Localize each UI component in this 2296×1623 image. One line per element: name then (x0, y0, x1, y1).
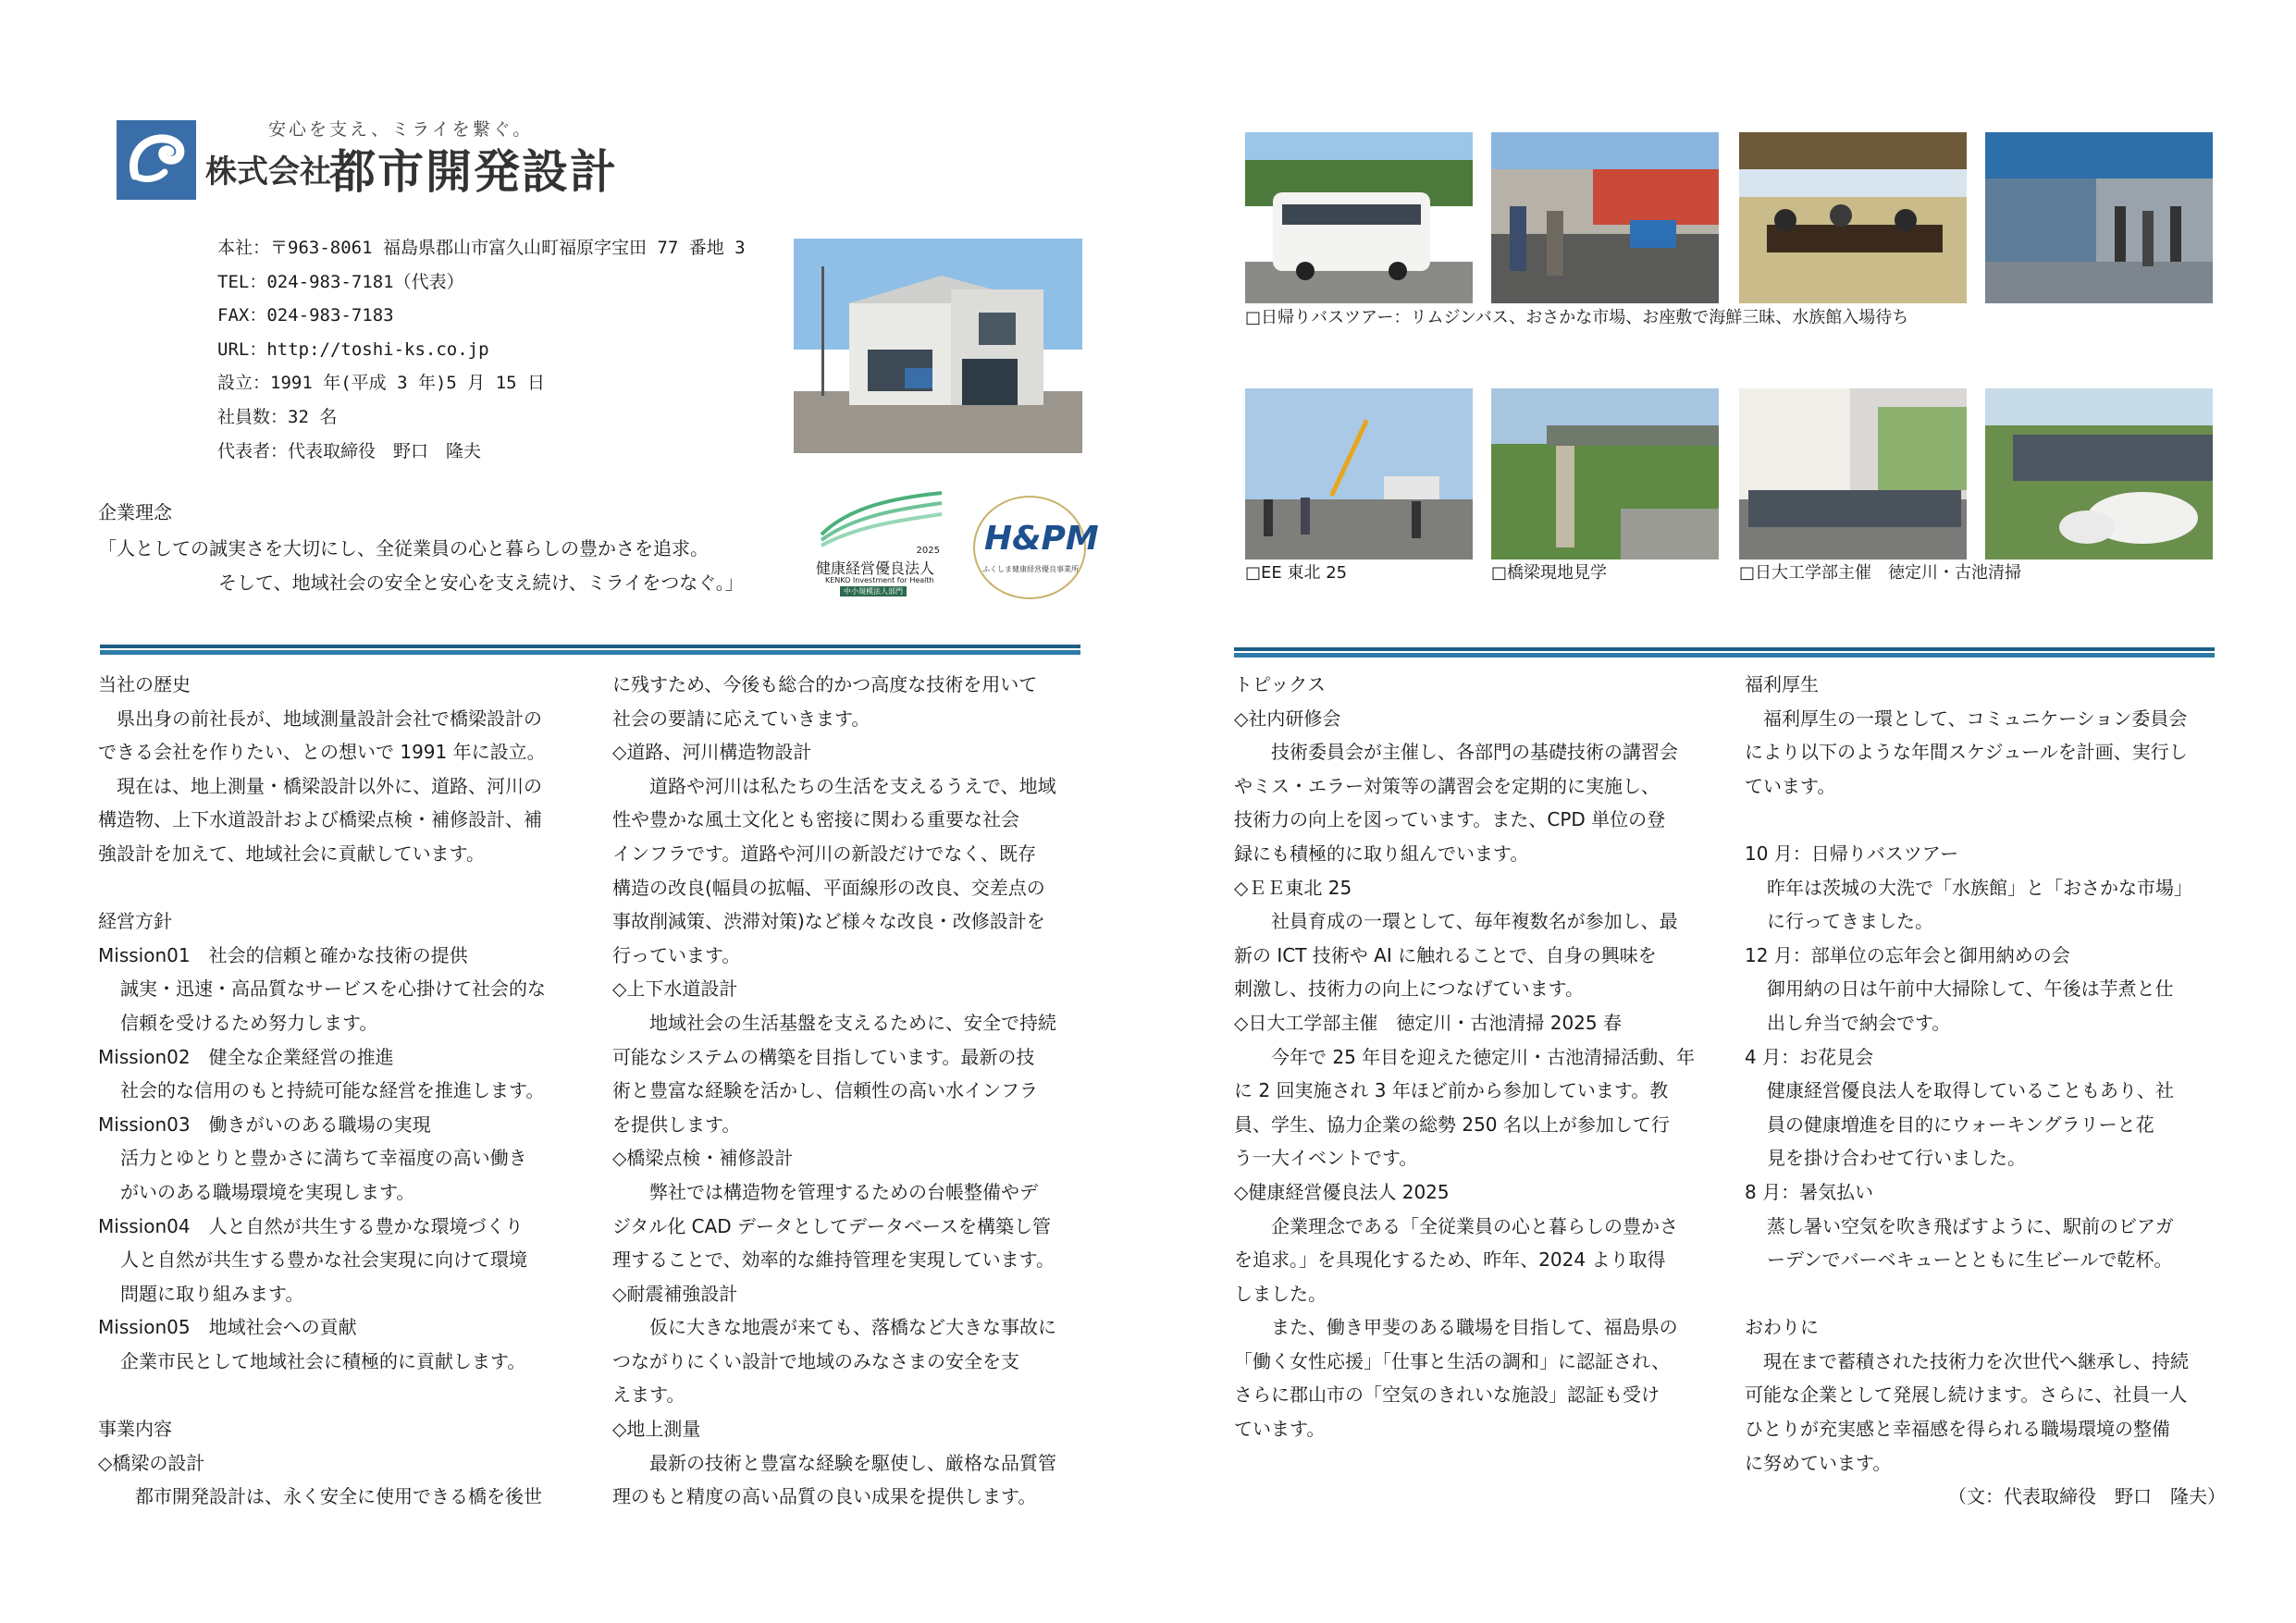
section-heading: Mission05 地域社会への貢献 (98, 1316, 357, 1339)
text-line: 最新の技術と豊富な経験を駆使し、厳格な品質管 (612, 1451, 1056, 1474)
column-history-policy (98, 668, 598, 1514)
section-heading: 12 月：部単位の忘年会と御用納めの会 (1745, 943, 2070, 966)
photo-aquarium-queue (1985, 132, 2213, 303)
indented-line: 御用納の日は午前中大掃除して、午後は芋煮と仕 (1767, 977, 2174, 1001)
section-heading: Mission01 社会的信頼と確かな技術の提供 (98, 943, 468, 966)
text-line: に残すため、今後も総合的かつ高度な技術を用いて (612, 673, 1038, 695)
text-line: ひとりが充実感と幸福感を得られる職場環境の整備 (1745, 1418, 2170, 1441)
caption-ee-tohoku: □EE 東北 25 (1245, 563, 1348, 583)
philosophy-heading: 企業理念 (98, 501, 172, 523)
company-logo (117, 120, 196, 200)
info-founded: 設立：1991 年(平成 3 年)5 月 15 日 (217, 373, 546, 394)
indented-line: 見を掛け合わせて行いました。 (1767, 1147, 2026, 1170)
text-line: 弊社では構造物を管理するための台帳整備やデ (612, 1180, 1038, 1203)
signature-line: （文：代表取締役 野口 隆夫） (1948, 1485, 2226, 1508)
section-heading: ◇橋梁点検・補修設計 (612, 1147, 794, 1170)
section-heading: おわりに (1745, 1316, 1819, 1339)
kenko-wave-icon (812, 488, 951, 553)
column-topics (1234, 668, 1734, 1446)
photo-ee-tohoku (1245, 388, 1473, 559)
section-heading: ◇道路、河川構造物設計 (612, 741, 812, 764)
section-heading: 事業内容 (98, 1418, 172, 1441)
text-line: に努めています。 (1745, 1451, 1892, 1474)
text-line: やミス・エラー対策等の講習会を定期的に実施し、 (1234, 774, 1660, 797)
indented-line: 昨年は茨城の大洗で「水族館」と「おさかな市場」 (1767, 876, 2192, 899)
section-heading: ◇橋梁の設計 (98, 1451, 205, 1474)
company-tagline: 安心を支え、ミライを繋ぐ。 (268, 119, 534, 140)
section-heading: Mission03 働きがいのある職場の実現 (98, 1113, 431, 1136)
text-line: う一大イベントです。 (1234, 1147, 1418, 1170)
text-line: 道路や河川は私たちの生活を支えるうえで、地域 (612, 774, 1056, 797)
text-line: により以下のような年間スケジュールを計画、実行し (1745, 741, 2188, 764)
section-heading: 福利厚生 (1745, 673, 1819, 695)
indented-line: 信頼を受けるため努力します。 (120, 1011, 378, 1034)
info-tel: TEL：024-983-7181（代表） (217, 271, 464, 292)
text-line: しました。 (1234, 1282, 1327, 1305)
company-prefix: 株式会社 (205, 154, 331, 191)
text-line: ジタル化 CAD データとしてデータベースを構築し管 (612, 1214, 1051, 1237)
section-heading: 当社の歴史 (98, 673, 191, 695)
section-heading: 8 月：暑気払い (1745, 1180, 1874, 1203)
indented-line: ーデンでバーベキューとともに生ビールで乾杯。 (1767, 1248, 2173, 1272)
indented-line: 誠実・迅速・高品質なサービスを心掛けて社会的な (120, 977, 546, 1001)
text-line: 仮に大きな地震が来ても、落橋など大きな事故に (612, 1316, 1056, 1339)
section-heading: 経営方針 (98, 910, 172, 933)
indented-line: 出し弁当で納会です。 (1767, 1011, 1951, 1034)
text-line: 刺激し、技術力の向上につなげています。 (1234, 977, 1584, 1001)
text-line: 可能な企業として発展し続けます。さらに、社員一人 (1745, 1383, 2188, 1407)
caption-bus-tour: □日帰りバスツアー：リムジンバス、おさかな市場、お座敷で海鮮三昧、水族館入場待ち (1245, 308, 1909, 327)
section-heading: 10 月：日帰りバスツアー (1745, 842, 1959, 865)
text-line: 技術力の向上を図っています。また、CPD 単位の登 (1234, 808, 1666, 831)
section-heading: ◇社内研修会 (1234, 707, 1341, 730)
office-building-photo (794, 239, 1082, 453)
text-line: 現在まで蓄積された技術力を次世代へ継承し、持続 (1745, 1349, 2189, 1372)
text-line: インフラです。道路や河川の新設だけでなく、既存 (612, 842, 1036, 865)
text-line: 「働く女性応援」「仕事と生活の調和」に認証され、 (1234, 1349, 1671, 1372)
column-welfare (1745, 668, 2226, 1514)
left-page-divider (100, 645, 1080, 656)
hpm-logo-text: H&PM (984, 520, 1099, 558)
text-line: 術と豊富な経験を活かし、信頼性の高い水インフラ (612, 1079, 1038, 1102)
text-line: 県出身の前社長が、地域測量設計会社で橋梁設計の (98, 707, 542, 730)
text-line: 地域社会の生活基盤を支えるために、安全で持続 (612, 1011, 1056, 1034)
caption-bridge-tour: □橋梁現地見学 (1491, 563, 1608, 583)
text-line: ています。 (1234, 1418, 1326, 1441)
photo-bridge-site (1491, 388, 1719, 559)
text-line: 員、学生、協力企業の総勢 250 名以上が参加して行 (1234, 1113, 1670, 1136)
info-address: 本社：〒963-8061 福島県郡山市富久山町福原字宝田 77 番地 3 (217, 238, 746, 258)
kenko-en: KENKO Investment for Health (825, 576, 934, 584)
section-heading: ◇上下水道設計 (612, 977, 738, 1001)
kenko-sub: 中小規模法人部門 (840, 586, 907, 596)
indented-line: 社会的な信用のもと持続可能な経営を推進します。 (120, 1079, 545, 1102)
text-line: を追求。」を具現化するため、昨年、2024 より取得 (1234, 1248, 1666, 1272)
section-heading: ◇地上測量 (612, 1418, 701, 1441)
text-line: 強設計を加えて、地域社会に貢献しています。 (98, 842, 485, 865)
indented-line: 員の健康増進を目的にウォーキングラリーと花 (1767, 1113, 2154, 1136)
text-line: 技術委員会が主催し、各部門の基礎技術の講習会 (1234, 741, 1678, 764)
text-line: 理のもと精度の高い品質の良い成果を提供します。 (612, 1485, 1037, 1508)
info-fax: FAX：024-983-7183 (217, 305, 394, 326)
section-heading: Mission02 健全な企業経営の推進 (98, 1045, 394, 1068)
text-line: 今年で 25 年目を迎えた徳定川・古池清掃活動、年 (1234, 1045, 1696, 1068)
spacer (98, 1378, 598, 1412)
text-line: つながりにくい設計で地域のみなさまの安全を支 (612, 1349, 1019, 1372)
column-business (612, 668, 1112, 1514)
info-employees: 社員数：32 名 (217, 406, 338, 427)
hpm-sub: ふくしま健康経営優良事業所 (982, 565, 1079, 573)
text-line: 構造の改良(幅員の拡幅、平面線形の改良、交差点の (612, 876, 1045, 899)
text-line: 可能なシステムの構築を目指しています。最新の技 (612, 1045, 1035, 1068)
section-heading: ◇日大工学部主催 徳定川・古池清掃 2025 春 (1234, 1011, 1622, 1034)
caption-cleanup: □日大工学部主催 徳定川・古池清掃 (1739, 563, 2022, 583)
company-info (217, 231, 746, 468)
philosophy-line-1: 「人としての誠実さを大切にし、全従業員の心と暮らしの豊かさを追求。 (98, 537, 709, 559)
text-line: 福利厚生の一環として、コミュニケーション委員会 (1745, 707, 2188, 730)
indented-line: 健康経営優良法人を取得していることもあり、社 (1767, 1079, 2174, 1102)
section-heading: トピックス (1234, 673, 1326, 695)
photo-cleanup-bags (1985, 388, 2213, 559)
text-line: えます。 (612, 1383, 685, 1407)
hpm-badge (973, 496, 1099, 599)
section-heading: ◇耐震補強設計 (612, 1282, 738, 1305)
section-heading: ◇健康経営優良法人 2025 (1234, 1180, 1450, 1203)
photo-fish-market (1491, 132, 1719, 303)
text-line: 事故削減策、渋滞対策)など様々な改良・改修設計を (612, 910, 1045, 933)
info-url[interactable]: URL：http://toshi-ks.co.jp (217, 338, 489, 360)
section-heading: ◇ＥＥ東北 25 (1234, 876, 1352, 899)
right-page-divider (1234, 647, 2215, 658)
text-line: 理することで、効率的な維持管理を実現しています。 (612, 1248, 1055, 1272)
indented-line: 蒸し暑い空気を吹き飛ばすように、駅前のビアガ (1767, 1214, 2174, 1237)
text-line: 行っています。 (612, 943, 741, 966)
spacer (1745, 803, 2226, 837)
kenko-year: 2025 (916, 546, 940, 556)
indented-line: 人と自然が共生する豊かな社会実現に向けて環境 (120, 1248, 527, 1272)
spacer (98, 871, 598, 905)
philosophy-line-2: そして、地域社会の安全と安心を支え続け、ミライをつなぐ。」 (218, 572, 744, 594)
text-line: また、働き甲斐のある職場を目指して、福島県の (1234, 1316, 1678, 1339)
photo-limousine-bus (1245, 132, 1473, 303)
kenko-title: 健康経営優良法人 (816, 559, 935, 577)
text-line: さらに郡山市の「空気のきれいな施設」認証も受け (1234, 1383, 1660, 1407)
indented-line: 活力とゆとりと豊かさに満ちて幸福度の高い働き (120, 1147, 527, 1170)
text-line: 都市開発設計は、永く安全に使用できる橋を後世 (98, 1485, 542, 1508)
indented-line: 企業市民として地域社会に積極的に貢献します。 (120, 1349, 526, 1372)
text-line: 社会の要請に応えていきます。 (612, 707, 870, 730)
text-line: 現在は、地上測量・橋梁設計以外に、道路、河川の (98, 774, 542, 797)
section-heading: Mission04 人と自然が共生する豊かな環境づくり (98, 1214, 524, 1237)
info-representative: 代表者：代表取締役 野口 隆夫 (217, 440, 482, 461)
kenko-badge (812, 488, 951, 597)
text-line: 構造物、上下水道設計および橋梁点検・補修設計、補 (98, 808, 542, 831)
text-line: に 2 回実施され 3 年ほど前から参加しています。教 (1234, 1079, 1669, 1102)
section-heading: 4 月：お花見会 (1745, 1045, 1874, 1068)
photo-zashiki-seafood (1739, 132, 1967, 303)
text-line: 新の ICT 技術や AI に触れることで、自身の興味を (1234, 943, 1657, 966)
spacer (1745, 1277, 2226, 1311)
photo-cleanup-gathering (1739, 388, 1967, 559)
text-line: を提供します。 (612, 1113, 741, 1136)
text-line: 企業理念である「全従業員の心と暮らしの豊かさ (1234, 1214, 1678, 1237)
indented-line: 問題に取り組みます。 (120, 1282, 304, 1305)
text-line: 性や豊かな風土文化とも密接に関わる重要な社会 (612, 808, 1019, 831)
text-line: 録にも積極的に取り組んでいます。 (1234, 842, 1529, 865)
indented-line: に行ってきました。 (1767, 910, 1933, 933)
text-line: ています。 (1745, 774, 1836, 797)
indented-line: がいのある職場環境を実現します。 (120, 1180, 415, 1203)
company-name: 都市開発設計 (329, 145, 618, 199)
text-line: 社員育成の一環として、毎年複数名が参加し、最 (1234, 910, 1678, 933)
text-line: できる会社を作りたい、との想いで 1991 年に設立。 (98, 741, 546, 764)
